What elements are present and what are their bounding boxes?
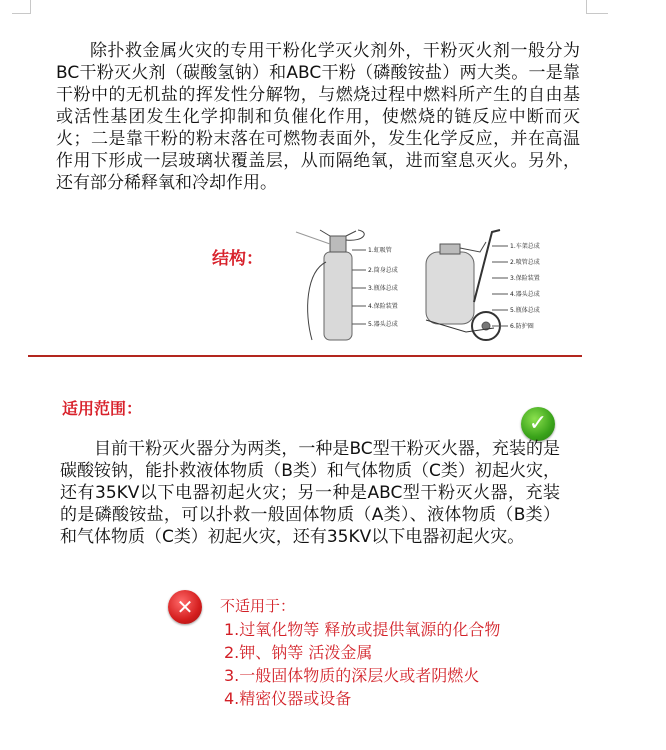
right-label-6: 6.防护圈	[510, 323, 534, 330]
right-label-4: 4.器头总成	[510, 291, 540, 298]
scope-paragraph: 目前干粉灭火器分为两类，一种是BC型干粉灭火器，充装的是碳酸铵钠，能扑救液体物质（B类）和气体物质（C类）初起火灾，还有35KV以下电器初起火灾；另一种是ABC型干粉灭火器，充装的是磷酸铵盐，可以扑救一般固体物质（A类）、液体物质（B类）和气体物质（C类）初起火灾，还有35KV以下电器初起火灾。	[60, 439, 560, 547]
left-label-1: 1.虹吸管	[368, 247, 392, 254]
right-label-2: 2.喷管总成	[510, 259, 540, 266]
page-corner-right	[586, 0, 587, 14]
cross-icon: ✕	[168, 590, 202, 624]
right-label-5: 5.瓶体总成	[510, 307, 540, 314]
extinguisher-diagram-svg	[286, 222, 572, 348]
check-icon: ✓	[521, 407, 555, 441]
not-applicable-list	[224, 618, 500, 710]
intro-paragraph: 除扑救金属火灾的专用干粉化学灭火剂外，干粉灭火剂一般分为BC干粉灭火剂（碳酸氢钠）和ABC干粉（磷酸铵盐）两大类。一是靠干粉中的无机盐的挥发性分解物，与燃烧过程中燃料所产生的自由基或活性基团发生化学抑制和负催化作用，使燃烧的链反应中断而灭火；二是靠干粉的粉末落在可燃物表面外，发生化学反应，并在高温作用下形成一层玻璃状覆盖层，从而隔绝氧，进而窒息灭火。另外，还有部分稀释氧和冷却作用。	[56, 41, 580, 193]
intro-section	[56, 40, 580, 194]
right-label-1: 1.车架总成	[510, 243, 540, 250]
list-item: 4.精密仪器或设备	[224, 689, 352, 708]
scope-section	[60, 438, 560, 548]
structure-section	[56, 222, 580, 348]
not-applicable-heading: 不适用于：	[220, 597, 296, 615]
list-item: 1.过氧化物等 释放或提供氧源的化合物	[224, 620, 501, 639]
list-item: 2.钾、钠等 活泼金属	[224, 643, 373, 662]
right-label-3: 3.保险装置	[510, 275, 540, 282]
page-corner-left	[30, 0, 31, 14]
extinguisher-diagram	[286, 222, 572, 348]
page-corner-left-h	[12, 13, 31, 14]
section-divider	[28, 355, 582, 357]
left-label-4: 4.保险装置	[368, 303, 398, 310]
not-applicable-section	[168, 590, 568, 720]
page-corner-right-h	[586, 13, 608, 14]
structure-title: 结构：	[212, 249, 263, 269]
left-label-5: 5.器头总成	[368, 321, 398, 328]
scope-title: 适用范围：	[62, 399, 143, 418]
list-item: 3.一般固体物质的深层火或者阴燃火	[224, 666, 480, 685]
left-label-2: 2.筒身总成	[368, 267, 398, 274]
left-label-3: 3.瓶体总成	[368, 285, 398, 292]
